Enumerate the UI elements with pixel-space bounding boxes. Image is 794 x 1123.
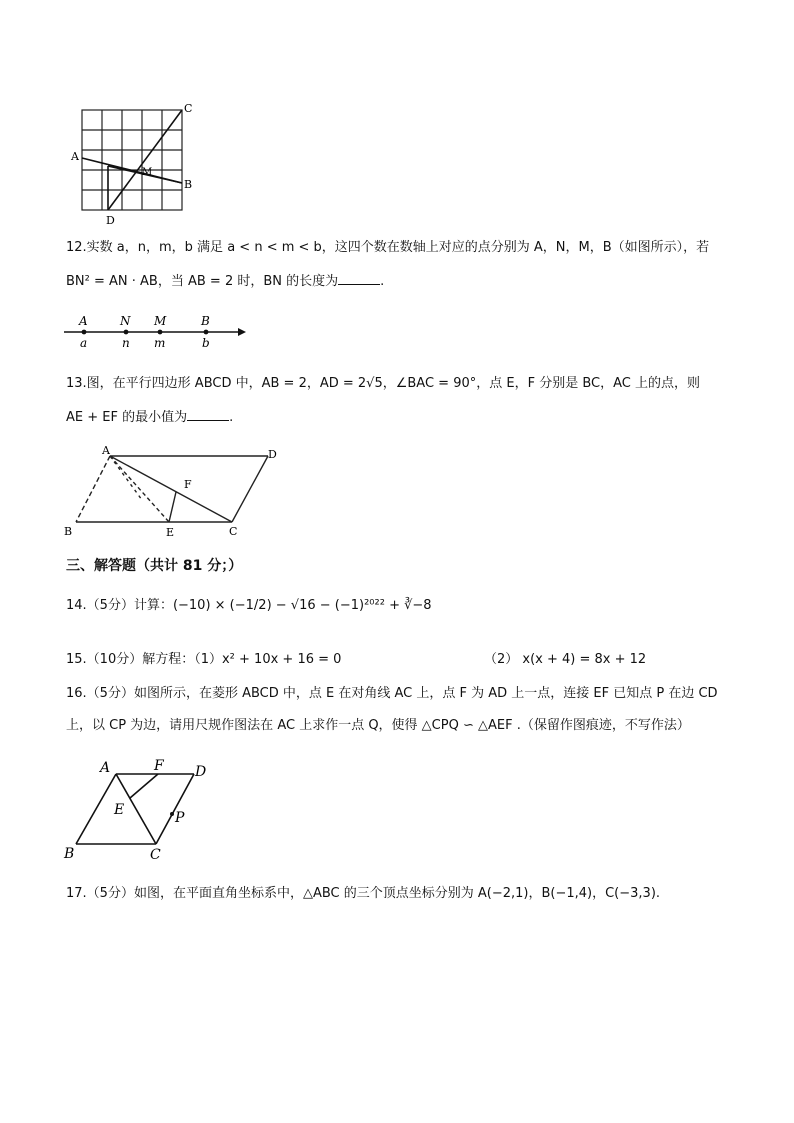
number-line-figure (62, 310, 248, 352)
numberline-label-b: b (202, 336, 210, 350)
q14-text: 14.（5分）计算：(−10) × (−1/2) − √16 − (−1)²⁰²² + ∛−8 (66, 598, 432, 613)
numberline-label-A: A (79, 314, 88, 328)
rhombus-label-a: A (100, 760, 111, 776)
numberline-label-m: m (154, 336, 166, 350)
q15-part1: 15.（10分）解方程：（1）x² + 10x + 16 = 0 (66, 652, 342, 667)
answer-blank[interactable] (338, 272, 380, 285)
rhombus-label-p: P (175, 810, 185, 826)
numberline-label-n: n (122, 336, 130, 350)
q13-line2: AE + EF 的最小值为 . (66, 410, 234, 425)
rhombus-label-e: E (114, 802, 125, 818)
para-label-c: C (229, 525, 238, 538)
parallelogram-figure (62, 440, 292, 540)
section-heading: 三、解答题（共计 81 分；） (66, 558, 243, 574)
q13-line1: 13.图，在平行四边形 ABCD 中，AB = 2，AD = 2√5，∠BAC = 90°，点 E，F 分别是 BC，AC 上的点，则 (66, 376, 700, 391)
grid-label-d: D (106, 214, 115, 226)
numberline-label-N: N (120, 314, 131, 328)
rhombus-label-d: D (195, 764, 207, 780)
rhombus-label-f: F (154, 758, 164, 774)
grid-label-c: C (184, 102, 193, 115)
rhombus-label-b: B (64, 846, 75, 862)
grid-figure (68, 100, 198, 226)
rhombus-figure (60, 756, 220, 864)
q15-part2: （2） x(x + 4) = 8x + 12 (484, 652, 647, 667)
rhombus-label-c: C (150, 847, 161, 863)
q16-line2: 上，以 CP 为边，请用尺规作图法在 AC 上求作一点 Q，使得 △CPQ ∽ △AEF .（保留作图痕迹，不写作法） (66, 718, 690, 733)
q17-text: 17.（5分）如图，在平面直角坐标系中，△ABC 的三个顶点坐标分别为 A(−2,1)，B(−1,4)，C(−3,3). (66, 886, 661, 901)
para-label-e: E (166, 526, 175, 539)
para-label-a: A (102, 444, 110, 457)
numberline-label-a: a (80, 336, 88, 350)
q12-line1: 12.实数 a，n，m，b 满足 a < n < m < b，这四个数在数轴上对应的点分别为 A，N，M，B（如图所示），若 (66, 240, 710, 255)
grid-label-b: B (184, 178, 193, 191)
grid-label-a: A (71, 150, 79, 163)
q12-line2: BN² = AN · AB，当 AB = 2 时，BN 的长度为 . (66, 274, 385, 289)
answer-blank[interactable] (187, 408, 229, 421)
para-label-d: D (268, 448, 277, 461)
para-label-b: B (64, 525, 73, 538)
numberline-label-M: M (154, 314, 167, 328)
grid-label-m: M (142, 167, 153, 178)
q16-line1: 16.（5分）如图所示，在菱形 ABCD 中，点 E 在对角线 AC 上，点 F 为 AD 上一点，连接 EF 已知点 P 在边 CD (66, 686, 718, 701)
numberline-label-B: B (201, 314, 210, 328)
para-label-f: F (184, 478, 192, 491)
